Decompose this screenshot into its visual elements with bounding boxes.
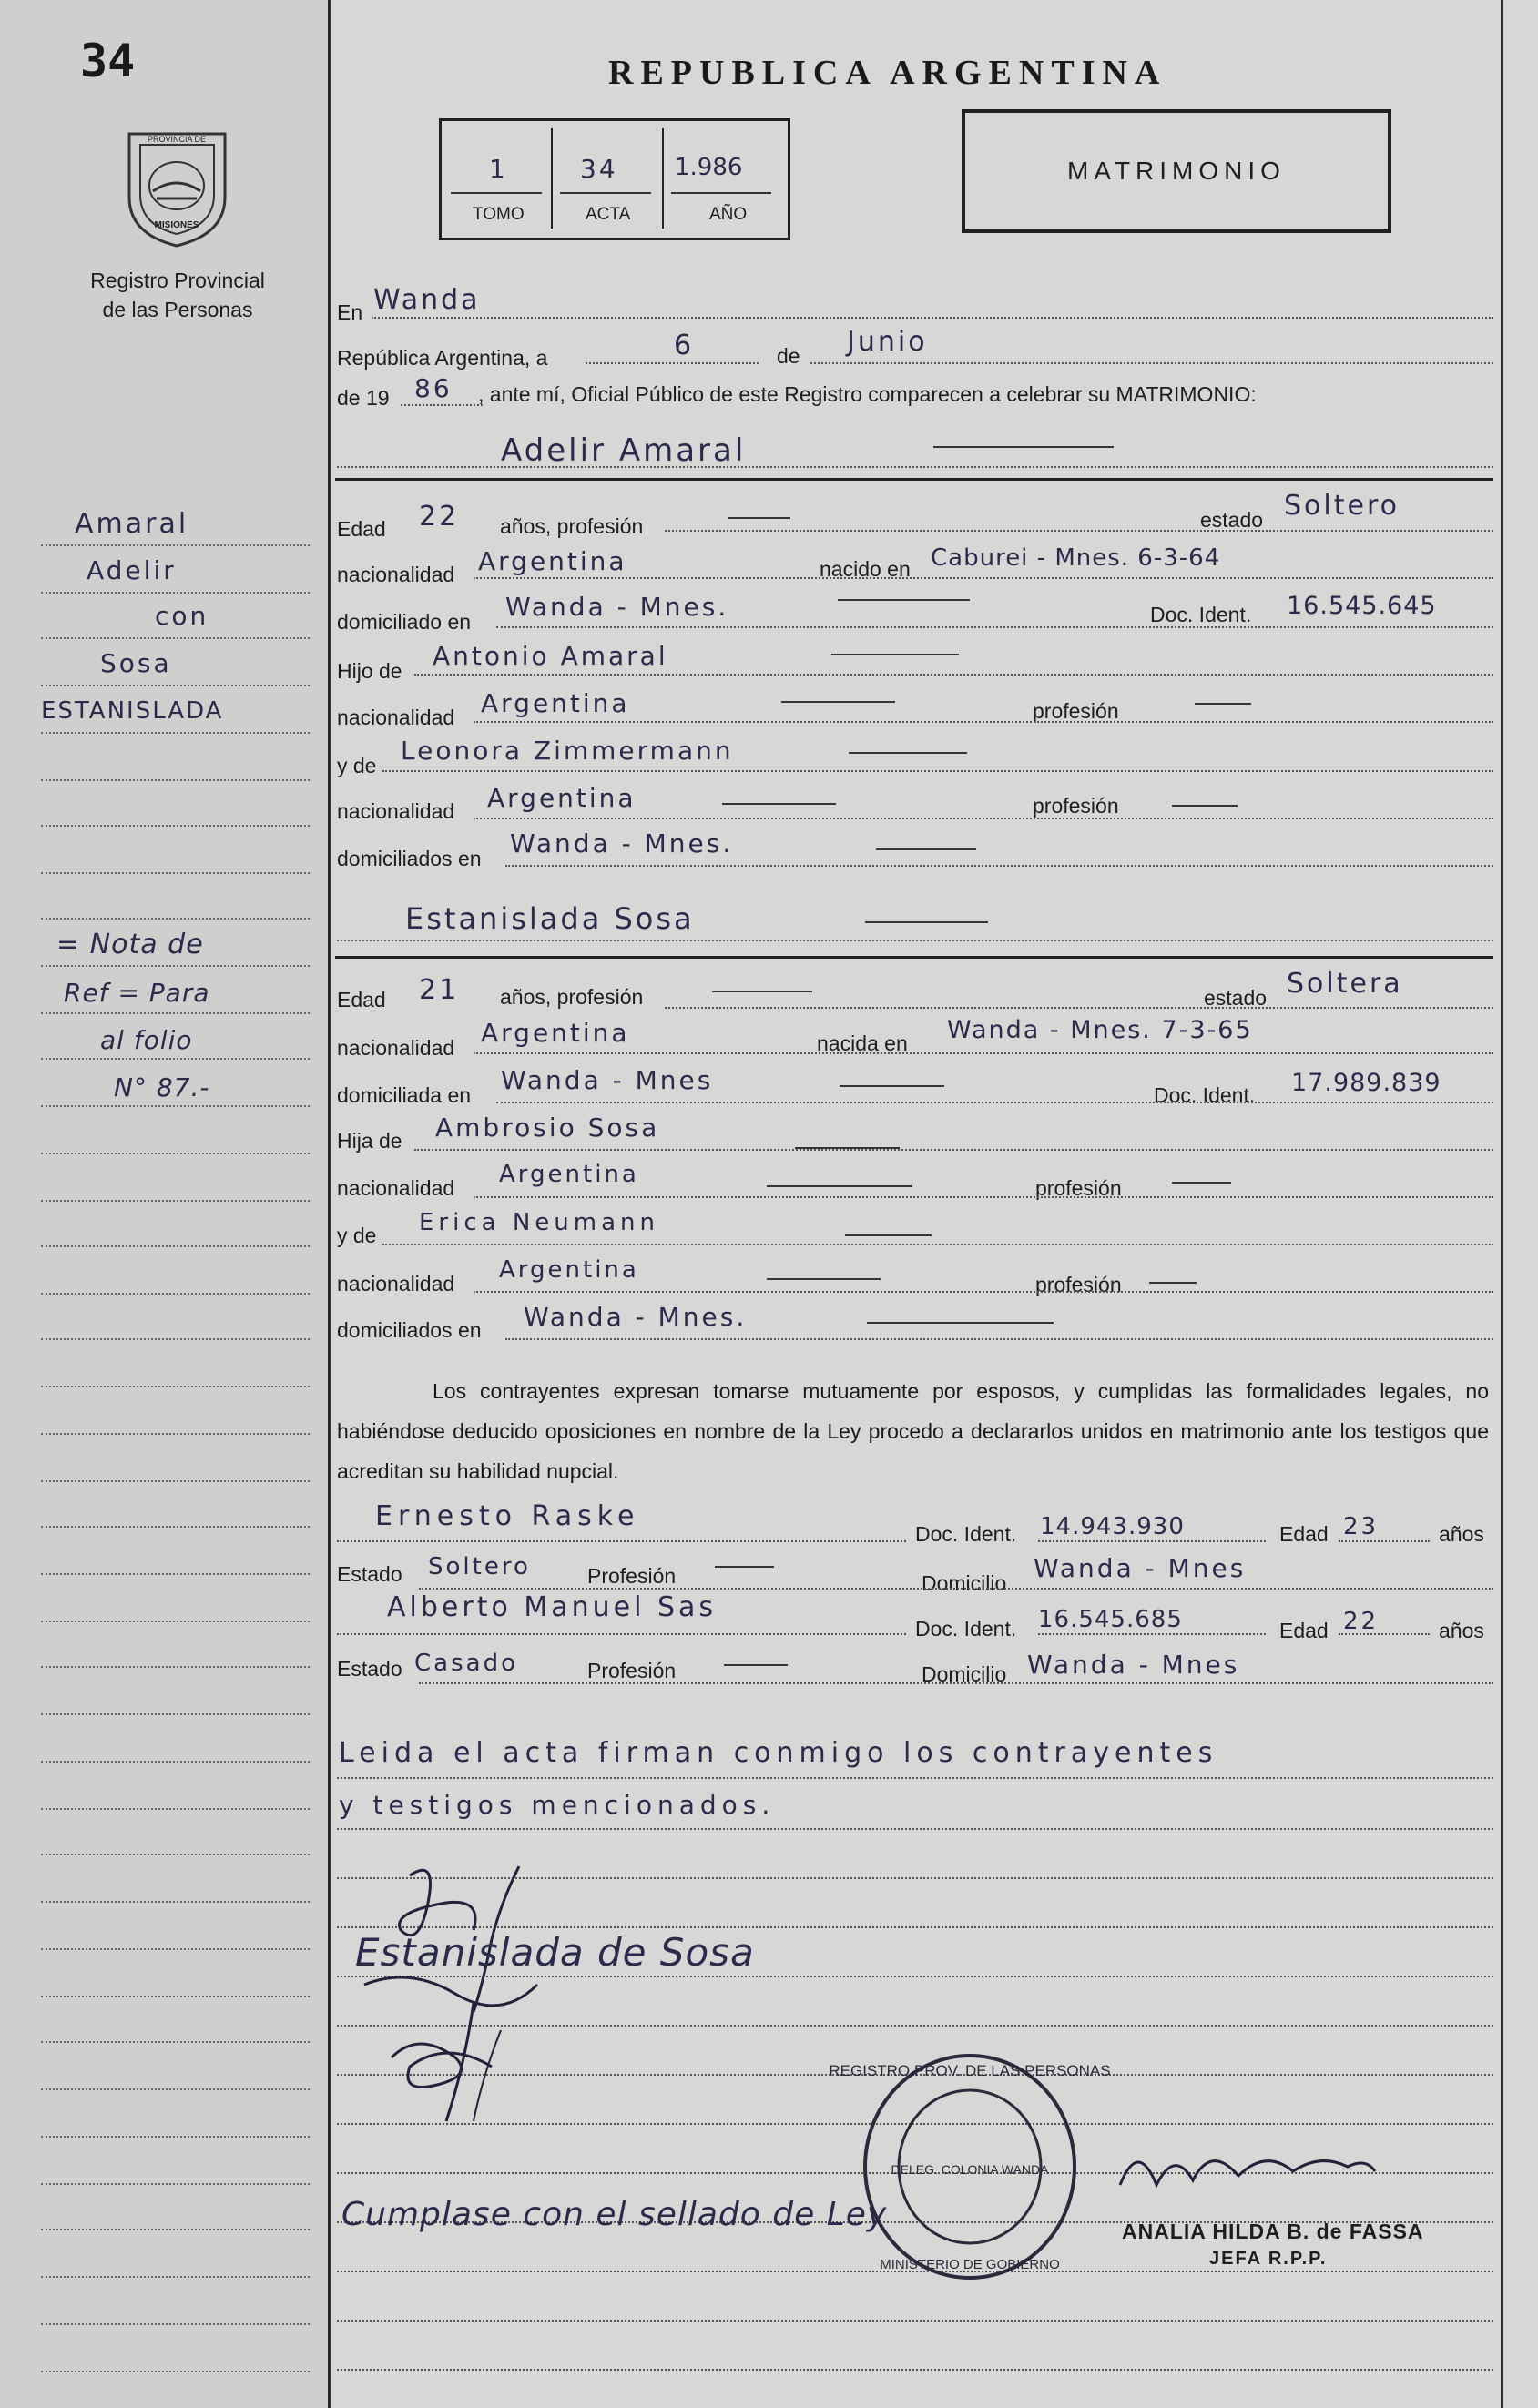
margin-nota-2: Ref = Para xyxy=(64,978,210,1008)
witness-2-age: 22 xyxy=(1343,1608,1380,1635)
bride-top-rule xyxy=(335,956,1493,959)
bride-mother-nac-label: nacionalidad xyxy=(337,1272,455,1295)
groom-father-nac: Argentina xyxy=(481,688,630,718)
official-signature-icon xyxy=(1111,2130,1384,2212)
witness-2-domicilio: Wanda - Mnes xyxy=(1027,1650,1240,1680)
bride-mother-nac: Argentina xyxy=(499,1256,639,1284)
groom-parents-dom: Wanda - Mnes. xyxy=(510,828,734,859)
witness-2-doc: 16.545.685 xyxy=(1038,1606,1183,1633)
en-label: En xyxy=(337,300,363,324)
closing-line-1: Leida el acta firman conmigo los contrayentes xyxy=(339,1737,1218,1769)
groom-top-rule xyxy=(335,478,1493,481)
signature-scribbles-icon xyxy=(337,1848,701,2139)
margin-name-5: ESTANISLADA xyxy=(41,697,224,725)
anio-value: 1.986 xyxy=(675,154,743,181)
tomo-acta-box xyxy=(439,118,790,240)
de-label: de xyxy=(777,344,800,368)
record-type: MATRIMONIO xyxy=(1067,157,1286,185)
groom-parents-dom-label: domiciliados en xyxy=(337,847,482,870)
registry-line-2: de las Personas xyxy=(102,298,253,321)
month-value: Junio xyxy=(847,326,928,358)
groom-mother-nac: Argentina xyxy=(487,783,637,813)
witness-2-name: Alberto Manuel Sas xyxy=(387,1591,718,1623)
margin-name-4: Sosa xyxy=(100,648,172,678)
bride-yde-label: y de xyxy=(337,1224,377,1247)
groom-mother: Leonora Zimmermann xyxy=(401,736,734,766)
groom-doc-label: Doc. Ident. xyxy=(1150,603,1252,626)
bride-estado: Soltera xyxy=(1287,968,1403,1000)
witness-1-prof-label: Profesión xyxy=(587,1564,677,1588)
witness-2-estado-label: Estado xyxy=(337,1657,402,1681)
place-value: Wanda xyxy=(373,284,481,316)
official-title: JEFA R.P.P. xyxy=(1209,2249,1328,2269)
bride-age: 21 xyxy=(419,974,460,1006)
anio-cell xyxy=(662,128,780,229)
bride-estado-label: estado xyxy=(1204,986,1268,1010)
margin-name-3: con xyxy=(155,601,209,631)
bride-name: Estanislada Sosa xyxy=(405,901,695,936)
margin-name-2: Adelir xyxy=(87,555,177,585)
bride-domicilio: Wanda - Mnes xyxy=(501,1065,714,1095)
witness-2-estado: Casado xyxy=(414,1650,518,1677)
stamp-text-bottom: MINISTERIO DE GOBIERNO xyxy=(880,2257,1060,2272)
margin-column xyxy=(0,0,328,2408)
groom-anos-label: años, profesión xyxy=(500,514,644,538)
witness-2-prof-label: Profesión xyxy=(587,1659,677,1682)
stamp-text-middle: DELEG. COLONIA WANDA xyxy=(891,2162,1049,2177)
groom-hijo-label: Hijo de xyxy=(337,659,402,683)
witness-1-anos: años xyxy=(1439,1522,1484,1546)
registry-stamp-icon xyxy=(829,2048,1111,2285)
country-title: REPUBLICA ARGENTINA xyxy=(608,54,1167,92)
margin-nota-1: = Nota de xyxy=(56,929,204,960)
bride-father-nac: Argentina xyxy=(499,1161,639,1188)
seal-top-text: PROVINCIA DE xyxy=(147,135,207,144)
bride-parents-dom: Wanda - Mnes. xyxy=(524,1302,748,1332)
groom-name: Adelir Amaral xyxy=(501,432,747,469)
witness-2-edad-label: Edad xyxy=(1279,1619,1329,1642)
margin-nota-4: N° 87.- xyxy=(114,1072,210,1102)
republica-label: República Argentina, a xyxy=(337,346,548,370)
witness-1-estado-label: Estado xyxy=(337,1562,402,1586)
bride-dom-label: domiciliada en xyxy=(337,1083,472,1107)
tomo-cell xyxy=(442,128,553,229)
witness-1-domicilio: Wanda - Mnes xyxy=(1034,1553,1247,1583)
right-border xyxy=(1501,0,1503,2408)
bride-mother: Erica Neumann xyxy=(419,1209,659,1236)
groom-father-nac-label: nacionalidad xyxy=(337,706,455,729)
bride-father-nac-label: nacionalidad xyxy=(337,1176,455,1200)
groom-yde-label: y de xyxy=(337,754,377,777)
groom-father: Antonio Amaral xyxy=(433,641,668,671)
bride-edad-label: Edad xyxy=(337,988,386,1011)
groom-mother-nac-label: nacionalidad xyxy=(337,799,455,823)
acta-label: ACTA xyxy=(586,205,631,224)
sello-note: Cumplase con el sellado de Ley xyxy=(341,2196,888,2233)
groom-father-prof-label: profesión xyxy=(1033,699,1119,723)
witness-1-estado: Soltero xyxy=(428,1553,531,1580)
closing-line-2: y testigos mencionados. xyxy=(339,1790,776,1820)
bride-mother-prof-label: profesión xyxy=(1035,1273,1122,1296)
groom-nac-label: nacionalidad xyxy=(337,563,455,586)
groom-age: 22 xyxy=(419,501,460,533)
groom-dom-label: domiciliado en xyxy=(337,610,472,634)
bride-hija-label: Hija de xyxy=(337,1129,402,1153)
witness-1-name: Ernesto Raske xyxy=(375,1500,640,1532)
witness-2-anos: años xyxy=(1439,1619,1484,1642)
bride-anos-label: años, profesión xyxy=(500,985,644,1009)
year-value: 86 xyxy=(414,373,453,403)
stamp-text-top: REGISTRO PROV. DE LAS PERSONAS xyxy=(829,2062,1111,2079)
anio-label: AÑO xyxy=(709,205,748,224)
bride-father: Ambrosio Sosa xyxy=(435,1113,660,1143)
bride-parents-dom-label: domiciliados en xyxy=(337,1318,482,1342)
acta-cell xyxy=(551,128,664,229)
witness-1-dom-label: Domicilio xyxy=(922,1571,1007,1595)
bride-nacionalidad: Argentina xyxy=(481,1018,630,1048)
bride-signature: Estanislada de Sosa xyxy=(355,1930,755,1975)
margin-divider xyxy=(328,0,331,2408)
bride-doc: 17.989.839 xyxy=(1291,1069,1441,1097)
year-prefix: de 19 xyxy=(337,386,390,410)
day-value: 6 xyxy=(674,330,695,361)
witness-1-doc-label: Doc. Ident. xyxy=(915,1522,1017,1546)
seal-bottom-text: MISIONES xyxy=(154,220,199,230)
declaration-text: Los contrayentes expresan tomarse mutuamente por esposos, y cumplidas las formalidades legales, no habiéndose deducido oposiciones en nombre de la Ley procedo a declararlos unidos en matrimonio ante los testigos que acreditan su habilidad nupcial. xyxy=(337,1379,1489,1483)
margin-name-1: Amaral xyxy=(75,508,189,540)
misiones-seal-icon xyxy=(120,120,234,248)
groom-doc: 16.545.645 xyxy=(1287,592,1437,620)
page-number: 34 xyxy=(80,35,136,87)
bride-father-prof-label: profesión xyxy=(1035,1176,1122,1200)
witness-1-doc: 14.943.930 xyxy=(1040,1513,1185,1540)
groom-domicilio: Wanda - Mnes. xyxy=(505,592,729,622)
bride-doc-label: Doc. Ident. xyxy=(1154,1083,1256,1107)
groom-birthplace: Caburei - Mnes. 6-3-64 xyxy=(931,544,1221,572)
witness-2-dom-label: Domicilio xyxy=(922,1662,1007,1686)
witness-1-age: 23 xyxy=(1343,1513,1380,1540)
witness-1-edad-label: Edad xyxy=(1279,1522,1329,1546)
bride-nacida-label: nacida en xyxy=(817,1031,908,1055)
bride-nac-label: nacionalidad xyxy=(337,1036,455,1060)
ante-text: , ante mí, Oficial Público de este Registro comparecen a celebrar su MATRIMONIO: xyxy=(478,382,1257,406)
tomo-label: TOMO xyxy=(473,205,525,224)
record-type-box xyxy=(962,109,1391,233)
groom-edad-label: Edad xyxy=(337,517,386,541)
groom-nacido-label: nacido en xyxy=(820,557,911,581)
registry-line-1: Registro Provincial xyxy=(90,269,265,292)
groom-nacionalidad: Argentina xyxy=(478,546,627,576)
margin-nota-3: al folio xyxy=(100,1025,193,1055)
groom-estado-label: estado xyxy=(1200,508,1264,532)
groom-estado: Soltero xyxy=(1284,490,1400,522)
tomo-value: 1 xyxy=(489,154,508,184)
bride-birthplace: Wanda - Mnes. 7-3-65 xyxy=(947,1016,1253,1044)
acta-value: 34 xyxy=(580,154,618,184)
official-name: ANALIA HILDA B. de FASSA xyxy=(1122,2220,1424,2243)
groom-mother-prof-label: profesión xyxy=(1033,794,1119,818)
witness-2-doc-label: Doc. Ident. xyxy=(915,1617,1017,1641)
